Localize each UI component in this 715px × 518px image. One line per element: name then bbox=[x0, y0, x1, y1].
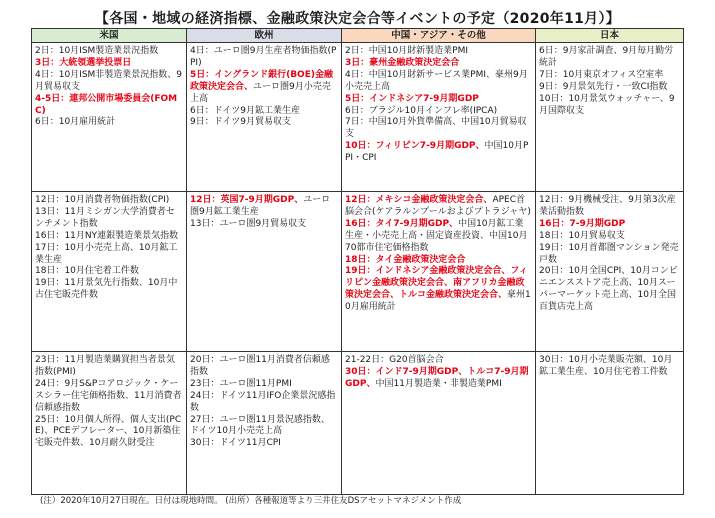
event-text: 6日：ドイツ9月鉱工業生産 bbox=[190, 105, 301, 116]
event-line bbox=[190, 219, 338, 231]
event-text: 18日：10月住宅着工件数 bbox=[35, 266, 139, 277]
event-text: 17日：10月小売売上高、10月鉱工業生産 bbox=[35, 242, 178, 265]
event-line bbox=[190, 379, 338, 391]
event-text: 中国10月PPI・CPI bbox=[345, 141, 529, 164]
event-line bbox=[539, 82, 680, 94]
event-line bbox=[345, 70, 532, 94]
event-line bbox=[345, 58, 532, 70]
header-row bbox=[32, 29, 684, 43]
event-line bbox=[35, 415, 183, 451]
highlighted-event: 18日：タイ金融政策決定会合 bbox=[345, 254, 466, 265]
event-text: 20日：ユーロ圏11月消費者信頼感指数 bbox=[190, 355, 330, 377]
event-line bbox=[190, 415, 338, 439]
highlighted-event: 3日：大統領選挙投票日 bbox=[35, 57, 132, 68]
event-text: ユーロ圏9月小売売上高 bbox=[190, 81, 331, 104]
event-line bbox=[35, 117, 183, 129]
event-line bbox=[345, 367, 532, 391]
event-text: 24日：9月S&Pコアロジック・ケースシラー住宅価格指数、11月消費者信頼感指数 bbox=[35, 378, 182, 413]
event-line bbox=[190, 106, 338, 118]
event-line bbox=[35, 58, 183, 70]
event-line bbox=[190, 117, 338, 129]
highlighted-event: 16日：タイ7-9月期GDP、 bbox=[345, 218, 459, 229]
event-line bbox=[539, 231, 680, 243]
event-text: 27日：ユーロ圏11月景況感指数、ドイツ10月小売売上高 bbox=[190, 414, 330, 437]
event-line bbox=[35, 355, 183, 379]
highlighted-event: 12日：英国7-9月期GDP、 bbox=[190, 195, 304, 205]
cell-japan bbox=[536, 43, 684, 192]
event-line bbox=[190, 195, 338, 219]
event-line bbox=[190, 438, 338, 450]
event-text: 16日：11月NY連銀製造業景気指数 bbox=[35, 230, 179, 241]
cell-japan bbox=[536, 352, 684, 495]
event-text: 19日：10月首都圏マンション発売戸数 bbox=[539, 242, 679, 265]
highlighted-event: 30日：インド7-9月期GDP、トルコ7-9月期GDP、 bbox=[345, 366, 529, 389]
week-row-3 bbox=[32, 352, 684, 495]
highlighted-event: 16日：7-9月期GDP bbox=[539, 218, 626, 229]
event-text: 6日：9月家計調査、9月毎月勤労統計 bbox=[539, 46, 674, 68]
event-calendar-table bbox=[31, 28, 684, 495]
event-text: 23日：11月製造業購買担当者景気指数(PMI) bbox=[35, 355, 175, 377]
event-line bbox=[539, 70, 680, 82]
column-header-us: 米国 bbox=[32, 29, 187, 43]
column-header-europe: 欧州 bbox=[187, 29, 342, 43]
event-line bbox=[345, 219, 532, 255]
event-line bbox=[345, 106, 532, 118]
page-title: 【各国・地域の経済指標、金融政策決定会合等イベントの予定（2020年11月）】 bbox=[94, 11, 621, 27]
cell-europe bbox=[187, 43, 342, 192]
week-row-1 bbox=[32, 43, 684, 192]
week-row-2 bbox=[32, 192, 684, 352]
event-line bbox=[539, 46, 680, 70]
event-text: 6日：10月雇用統計 bbox=[35, 117, 116, 128]
event-line bbox=[35, 231, 183, 243]
event-text: 豪州10月雇用統計 bbox=[345, 290, 531, 313]
event-text: 25日：10月個人所得、個人支出(PCE)、PCEデフレーター、10月新築住宅販売件数、10月耐久財受注 bbox=[35, 414, 182, 449]
event-line bbox=[539, 266, 680, 314]
event-text: 6日：ブラジル10月インフレ率(IPCA) bbox=[345, 105, 498, 116]
highlighted-event: 12日：メキシコ金融政策決定会合、 bbox=[345, 195, 493, 205]
event-text: 9日：ドイツ9月貿易収支 bbox=[190, 117, 292, 128]
highlighted-event: 10日：フィリピン7-9月期GDP、 bbox=[345, 141, 485, 152]
event-line bbox=[35, 70, 183, 94]
cell-china-asia-other bbox=[342, 352, 536, 495]
event-text: ユーロ圏9月鉱工業生産 bbox=[190, 195, 331, 217]
event-text: 2日：中国10月財新製造業PMI bbox=[345, 46, 469, 56]
event-text: 中国10月鉱工業生産・小売売上高・固定資産投資、中国10月70都市住宅価格指数 bbox=[345, 218, 528, 253]
event-line bbox=[35, 379, 183, 415]
column-header-china-asia-other: 中国・アジア・その他 bbox=[342, 29, 536, 43]
highlighted-event: 4-5日：連邦公開市場委員会(FOMC) bbox=[35, 93, 178, 116]
event-text: 4日：10月ISM非製造業景況指数、9月貿易収支 bbox=[35, 69, 183, 92]
highlighted-event: 5日：イングランド銀行(BOE)金融政策決定会合、 bbox=[190, 69, 333, 92]
event-line bbox=[539, 243, 680, 267]
event-line bbox=[345, 46, 532, 58]
event-text: 12日：10月消費者物価指数(CPI) bbox=[35, 195, 170, 205]
cell-us bbox=[32, 43, 187, 192]
cell-europe bbox=[187, 352, 342, 495]
event-line bbox=[539, 219, 680, 231]
footnote: (注）2020年10月27日現在。日付は現地時間。 (出所）各種報道等より三井住友DSアセットマネジメント作成 bbox=[40, 496, 462, 506]
column-header-japan: 日本 bbox=[536, 29, 684, 43]
highlighted-event: 19日：インドネシア金融政策決定会合、フィリピン金融政策決定会合、南アフリカ金融政策決定会合、トルコ金融政策決定会合、 bbox=[345, 266, 528, 301]
event-text: 4日：中国10月財新サービス業PMI、豪州9月小売売上高 bbox=[345, 69, 528, 92]
cell-us bbox=[32, 192, 187, 352]
event-line bbox=[35, 207, 183, 231]
event-line bbox=[35, 46, 183, 58]
event-text: 9日：9月景気先行・一致CI指数 bbox=[539, 81, 668, 92]
event-line bbox=[345, 117, 532, 141]
event-line bbox=[345, 94, 532, 106]
event-line bbox=[345, 255, 532, 267]
event-text: 13日：ユーロ圏9月貿易収支 bbox=[190, 218, 307, 229]
event-line bbox=[345, 141, 532, 165]
event-line bbox=[190, 70, 338, 106]
cell-us bbox=[32, 352, 187, 495]
event-text: 7日：10月東京オフィス空室率 bbox=[539, 69, 664, 80]
cell-europe bbox=[187, 192, 342, 352]
event-text: APEC首脳会合(ケアラルンプールおよびプトラジャヤ) bbox=[345, 195, 531, 217]
event-text: 30日：10月小売業販売額、10月鉱工業生産、10月住宅着工件数 bbox=[539, 355, 673, 377]
event-text: 7日：中国10月外貨準備高、中国10月貿易収支 bbox=[345, 117, 527, 140]
event-line bbox=[539, 94, 680, 118]
event-line bbox=[35, 94, 183, 118]
event-text: 21-22日：G20首脳会合 bbox=[345, 355, 444, 365]
event-line bbox=[35, 278, 183, 302]
event-text: 2日：10月ISM製造業景況指数 bbox=[35, 46, 159, 56]
event-text: 12日：9月機械受注、9月第3次産業活動指数 bbox=[539, 195, 676, 217]
event-line bbox=[190, 46, 338, 70]
event-text: 23日：ユーロ圏11月PMI bbox=[190, 378, 292, 389]
event-line bbox=[35, 243, 183, 267]
highlighted-event: 5日：インドネシア7-9月期GDP bbox=[345, 93, 479, 104]
event-text: 13日：11月ミシガン大学消費者センチメント指数 bbox=[35, 206, 175, 229]
event-line bbox=[539, 195, 680, 219]
event-text: 中国11月製造業・非製造業PMI bbox=[375, 378, 502, 389]
event-text: 18日：10月貿易収支 bbox=[539, 230, 625, 241]
event-line bbox=[35, 195, 183, 207]
cell-china-asia-other bbox=[342, 43, 536, 192]
event-line bbox=[345, 195, 532, 219]
event-text: 20日：10月全国CPI、10月コンビニエンスストア売上高、10月スーパーマーケット売上高、10月全国百貨店売上高 bbox=[539, 266, 678, 313]
event-line bbox=[190, 391, 338, 415]
cell-china-asia-other bbox=[342, 192, 536, 352]
event-text: 4日：ユーロ圏9月生産者物価指数(PPI) bbox=[190, 46, 337, 68]
event-text: 19日：11月景気先行指数、10月中古住宅販売件数 bbox=[35, 278, 178, 301]
highlighted-event: 3日：豪州金融政策決定会合 bbox=[345, 57, 460, 68]
event-text: 24日：ドイツ11月IFO企業景況感指数 bbox=[190, 390, 336, 413]
event-line bbox=[345, 266, 532, 314]
event-text: 10日：10月景気ウォッチャー、9月国際収支 bbox=[539, 93, 675, 116]
event-line bbox=[539, 355, 680, 379]
cell-japan bbox=[536, 192, 684, 352]
event-line bbox=[35, 266, 183, 278]
event-line bbox=[345, 355, 532, 367]
event-line bbox=[190, 355, 338, 379]
event-text: 30日：ドイツ11月CPI bbox=[190, 438, 281, 449]
